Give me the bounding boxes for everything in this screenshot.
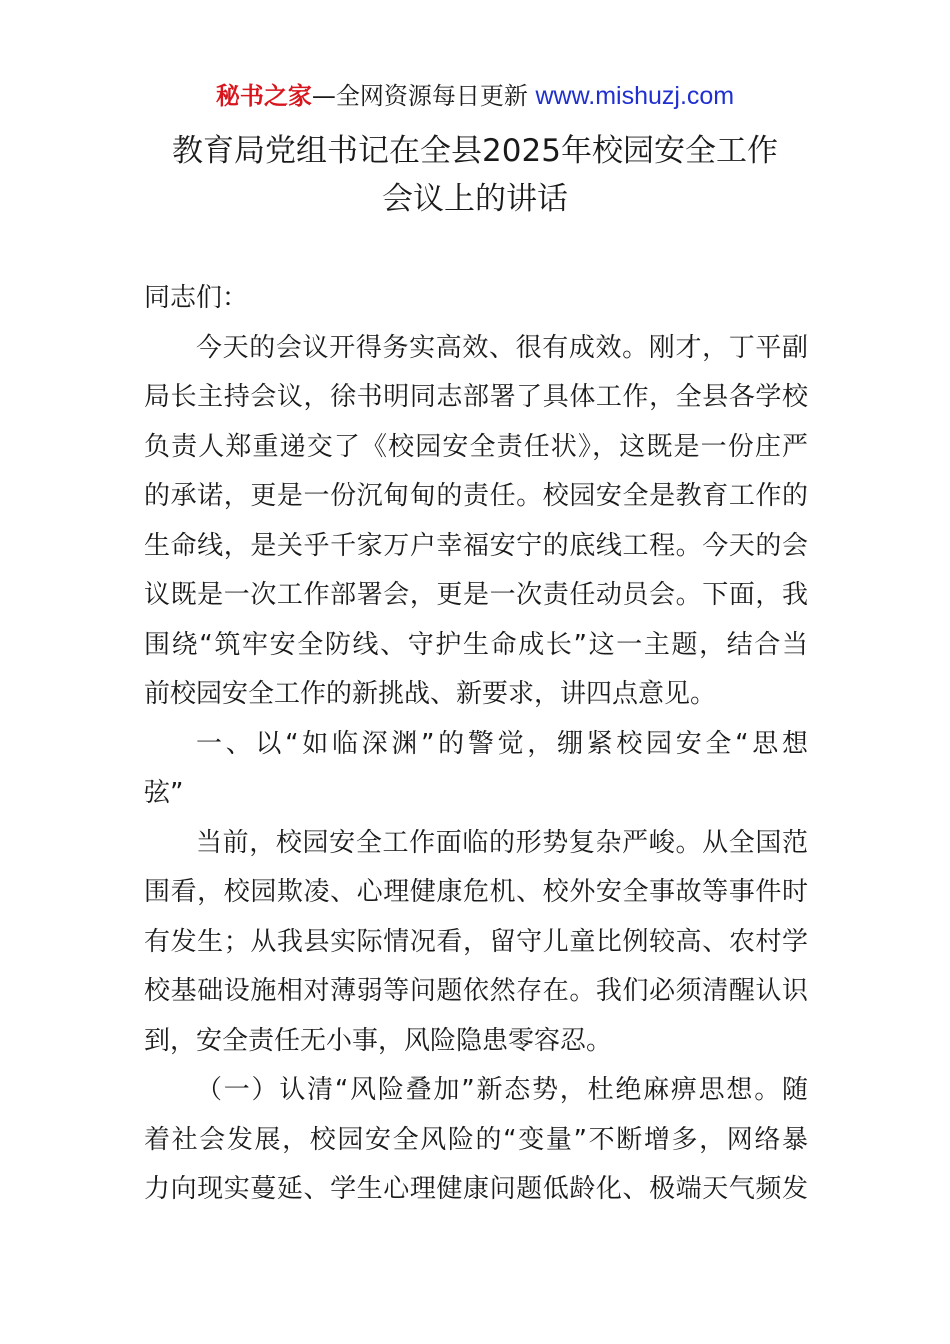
paragraph-line: 议既是一次工作部署会，更是一次责任动员会。下面，我 [144, 580, 808, 610]
paragraph-line: 局长主持会议，徐书明同志部署了具体工作，全县各学校 [144, 382, 808, 412]
paragraph-line: 前校园安全工作的新挑战、新要求，讲四点意见。 [144, 679, 717, 709]
paragraph-line: 围看，校园欺凌、心理健康危机、校外安全事故等事件时 [144, 877, 808, 907]
heading-line: 一、以“如临深渊”的警觉，绷紧校园安全“思想 [196, 728, 808, 759]
paragraph-line: 力向现实蔓延、学生心理健康问题低龄化、极端天气频发 [144, 1174, 808, 1204]
paragraph-line: 围绕“筑牢安全防线、守护生命成长”这一主题，结合当 [144, 629, 808, 660]
paragraph-opening [144, 324, 808, 720]
paragraph-line: （一）认清“风险叠加”新态势，杜绝麻痹思想。随 [196, 1075, 808, 1105]
title-line-1: 教育局党组书记在全县2025年校园安全工作 [172, 133, 778, 169]
document-title [60, 127, 890, 223]
site-url-link[interactable]: www.mishuzj.com [535, 82, 735, 110]
paragraph-line: 的承诺，更是一份沉甸甸的责任。校园安全是教育工作的 [144, 481, 808, 511]
paragraph-subsection-1 [144, 1066, 808, 1215]
paragraph-line: 今天的会议开得务实高效、很有成效。刚才，丁平副 [196, 332, 808, 363]
site-header [0, 80, 950, 112]
paragraph-line: 生命线，是关乎千家万户幸福安宁的底线工程。今天的会 [144, 530, 808, 561]
salutation: 同志们： [144, 283, 249, 313]
paragraph-situation [144, 819, 808, 1067]
paragraph-line: 当前，校园安全工作面临的形势复杂严峻。从全国范 [196, 827, 808, 858]
site-brand: 秘书之家 [215, 82, 312, 110]
section-heading-1 [144, 720, 808, 819]
site-tagline: —全网资源每日更新 [311, 82, 536, 110]
title-line-2: 会议上的讲话 [382, 181, 568, 217]
paragraph-line: 有发生；从我县实际情况看，留守儿童比例较高、农村学 [144, 926, 808, 957]
paragraph-line: 着社会发展，校园安全风险的“变量”不断增多，网络暴 [144, 1124, 808, 1155]
paragraph-line: 负责人郑重递交了《校园安全责任状》，这既是一份庄严 [144, 431, 808, 462]
paragraph-line: 到，安全责任无小事，风险隐患零容忍。 [144, 1025, 613, 1056]
paragraph-line: 校基础设施相对薄弱等问题依然存在。我们必须清醒认识 [144, 976, 808, 1006]
document-body [144, 274, 808, 1215]
heading-line: 弦” [144, 778, 184, 808]
